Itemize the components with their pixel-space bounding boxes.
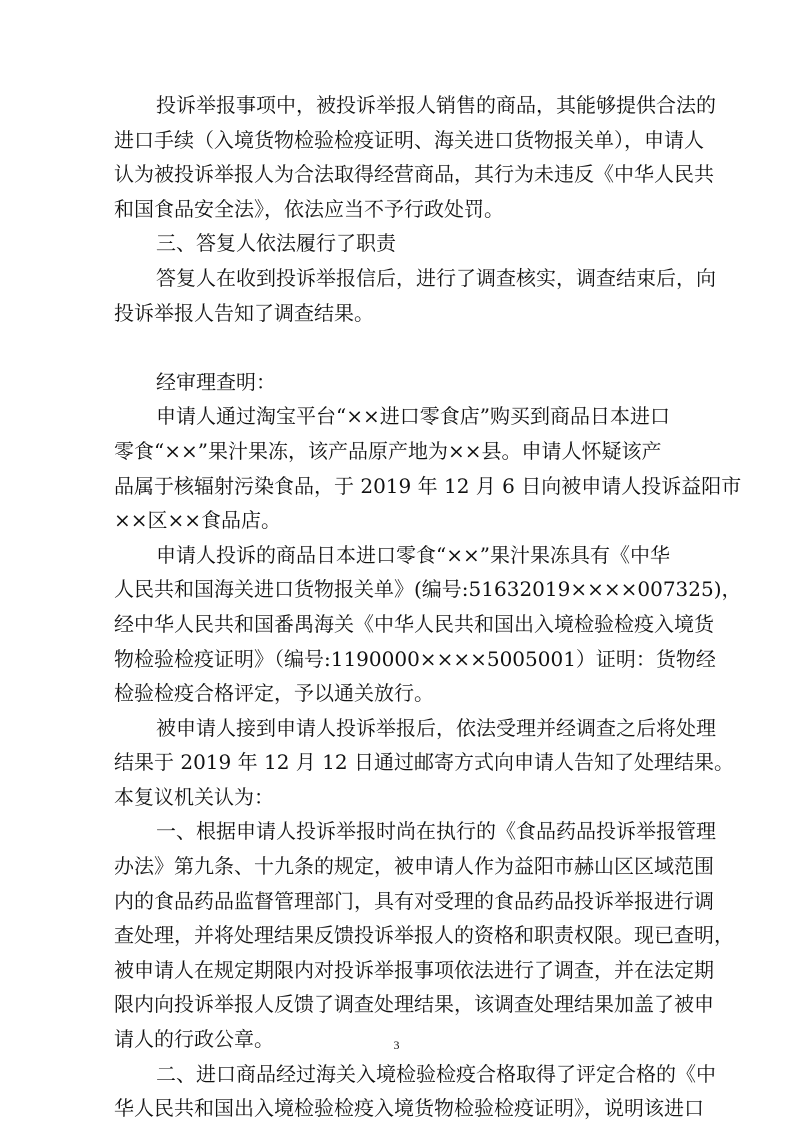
text-line: 限内向投诉举报人反馈了调查处理结果，该调查处理结果加盖了被申: [114, 992, 714, 1017]
text-line: 办法》第九条、十九条的规定，被申请人作为益阳市赫山区区域范围: [114, 854, 714, 879]
text-line: 查处理，并将处理结果反馈投诉举报人的资格和职责权限。现已查明，: [114, 923, 734, 948]
text-line: 结果于 2019 年 12 月 12 日通过邮寄方式向申请人告知了处理结果。: [114, 750, 734, 775]
text-line: 内的食品药品监督管理部门，具有对受理的食品药品投诉举报进行调: [114, 888, 714, 913]
paragraph-compliance-conclusion: [114, 88, 716, 226]
text-line: 华人民共和国出入境检验检疫入境货物检验检疫证明》，说明该进口: [114, 1096, 704, 1121]
text-line: 本复议机关认为：: [114, 784, 274, 809]
text-line: 和国食品安全法》，依法应当不予行政处罚。: [114, 196, 504, 221]
paragraph-handling-result: [114, 711, 734, 815]
text-line: 投诉举报事项中，被投诉举报人销售的商品，其能够提供合法的: [156, 93, 716, 117]
text-line: 零食“××”果汁果冻，该产品原产地为××县。申请人怀疑该产: [114, 438, 662, 463]
text-line: 被申请人在规定期限内对投诉举报事项依法进行了调查，并在法定期: [114, 957, 714, 982]
text-line: ××区××食品店。: [114, 508, 282, 533]
paragraph-opinion-two: [114, 1057, 716, 1126]
text-line: 二、进口商品经过海关入境检验检疫合格取得了评定合格的《中: [156, 1061, 716, 1086]
text-line: 人民共和国海关进口货物报关单》(编号:51632019××××007325)，: [114, 577, 742, 602]
text-line: 被申请人接到申请人投诉举报后，依法受理并经调查之后将处理: [156, 715, 716, 740]
text-line: 品属于核辐射污染食品，于 2019 年 12 月 6 日向被申请人投诉益阳市: [114, 473, 742, 498]
heading-findings: [114, 365, 682, 400]
text-line: 一、根据申请人投诉举报时尚在执行的《食品药品投诉举报管理: [156, 819, 716, 844]
text-line: 申请人通过淘宝平台“××进口零食店”购买到商品日本进口: [156, 404, 670, 429]
text-line: 经中华人民共和国番禺海关《中华人民共和国出入境检验检疫入境货: [114, 611, 714, 636]
document-body: [114, 88, 742, 1126]
paragraph-gap: [114, 330, 682, 365]
text-line: 请人的行政公章。: [114, 1027, 274, 1052]
section-heading-duties: [114, 226, 682, 261]
text-line: 投诉举报人告知了调查结果。: [114, 300, 374, 325]
text-line: 进口手续（入境货物检验检疫证明、海关进口货物报关单），申请人: [114, 127, 704, 152]
text-line: 物检验检疫证明》（编号:1190000××××5005001）证明：货物经: [114, 646, 716, 671]
paragraph-customs-documents: [114, 538, 742, 711]
text-line: 申请人投诉的商品日本进口零食“××”果汁果冻具有《中华: [156, 542, 670, 567]
section-heading: 三、答复人依法履行了职责: [156, 231, 396, 256]
paragraph-opinion-one: [114, 814, 734, 1056]
text-line: 认为被投诉举报人为合法取得经营商品，其行为未违反《中华人民共: [114, 162, 714, 187]
text-line: 答复人在收到投诉举报信后，进行了调查核实，调查结束后，向: [156, 265, 716, 290]
page-number: 3: [393, 1038, 400, 1052]
paragraph-purchase: [114, 399, 742, 537]
section-heading: 经审理查明：: [156, 369, 276, 394]
text-line: 检验检疫合格评定，予以通关放行。: [114, 681, 434, 706]
paragraph-investigation: [114, 261, 716, 330]
